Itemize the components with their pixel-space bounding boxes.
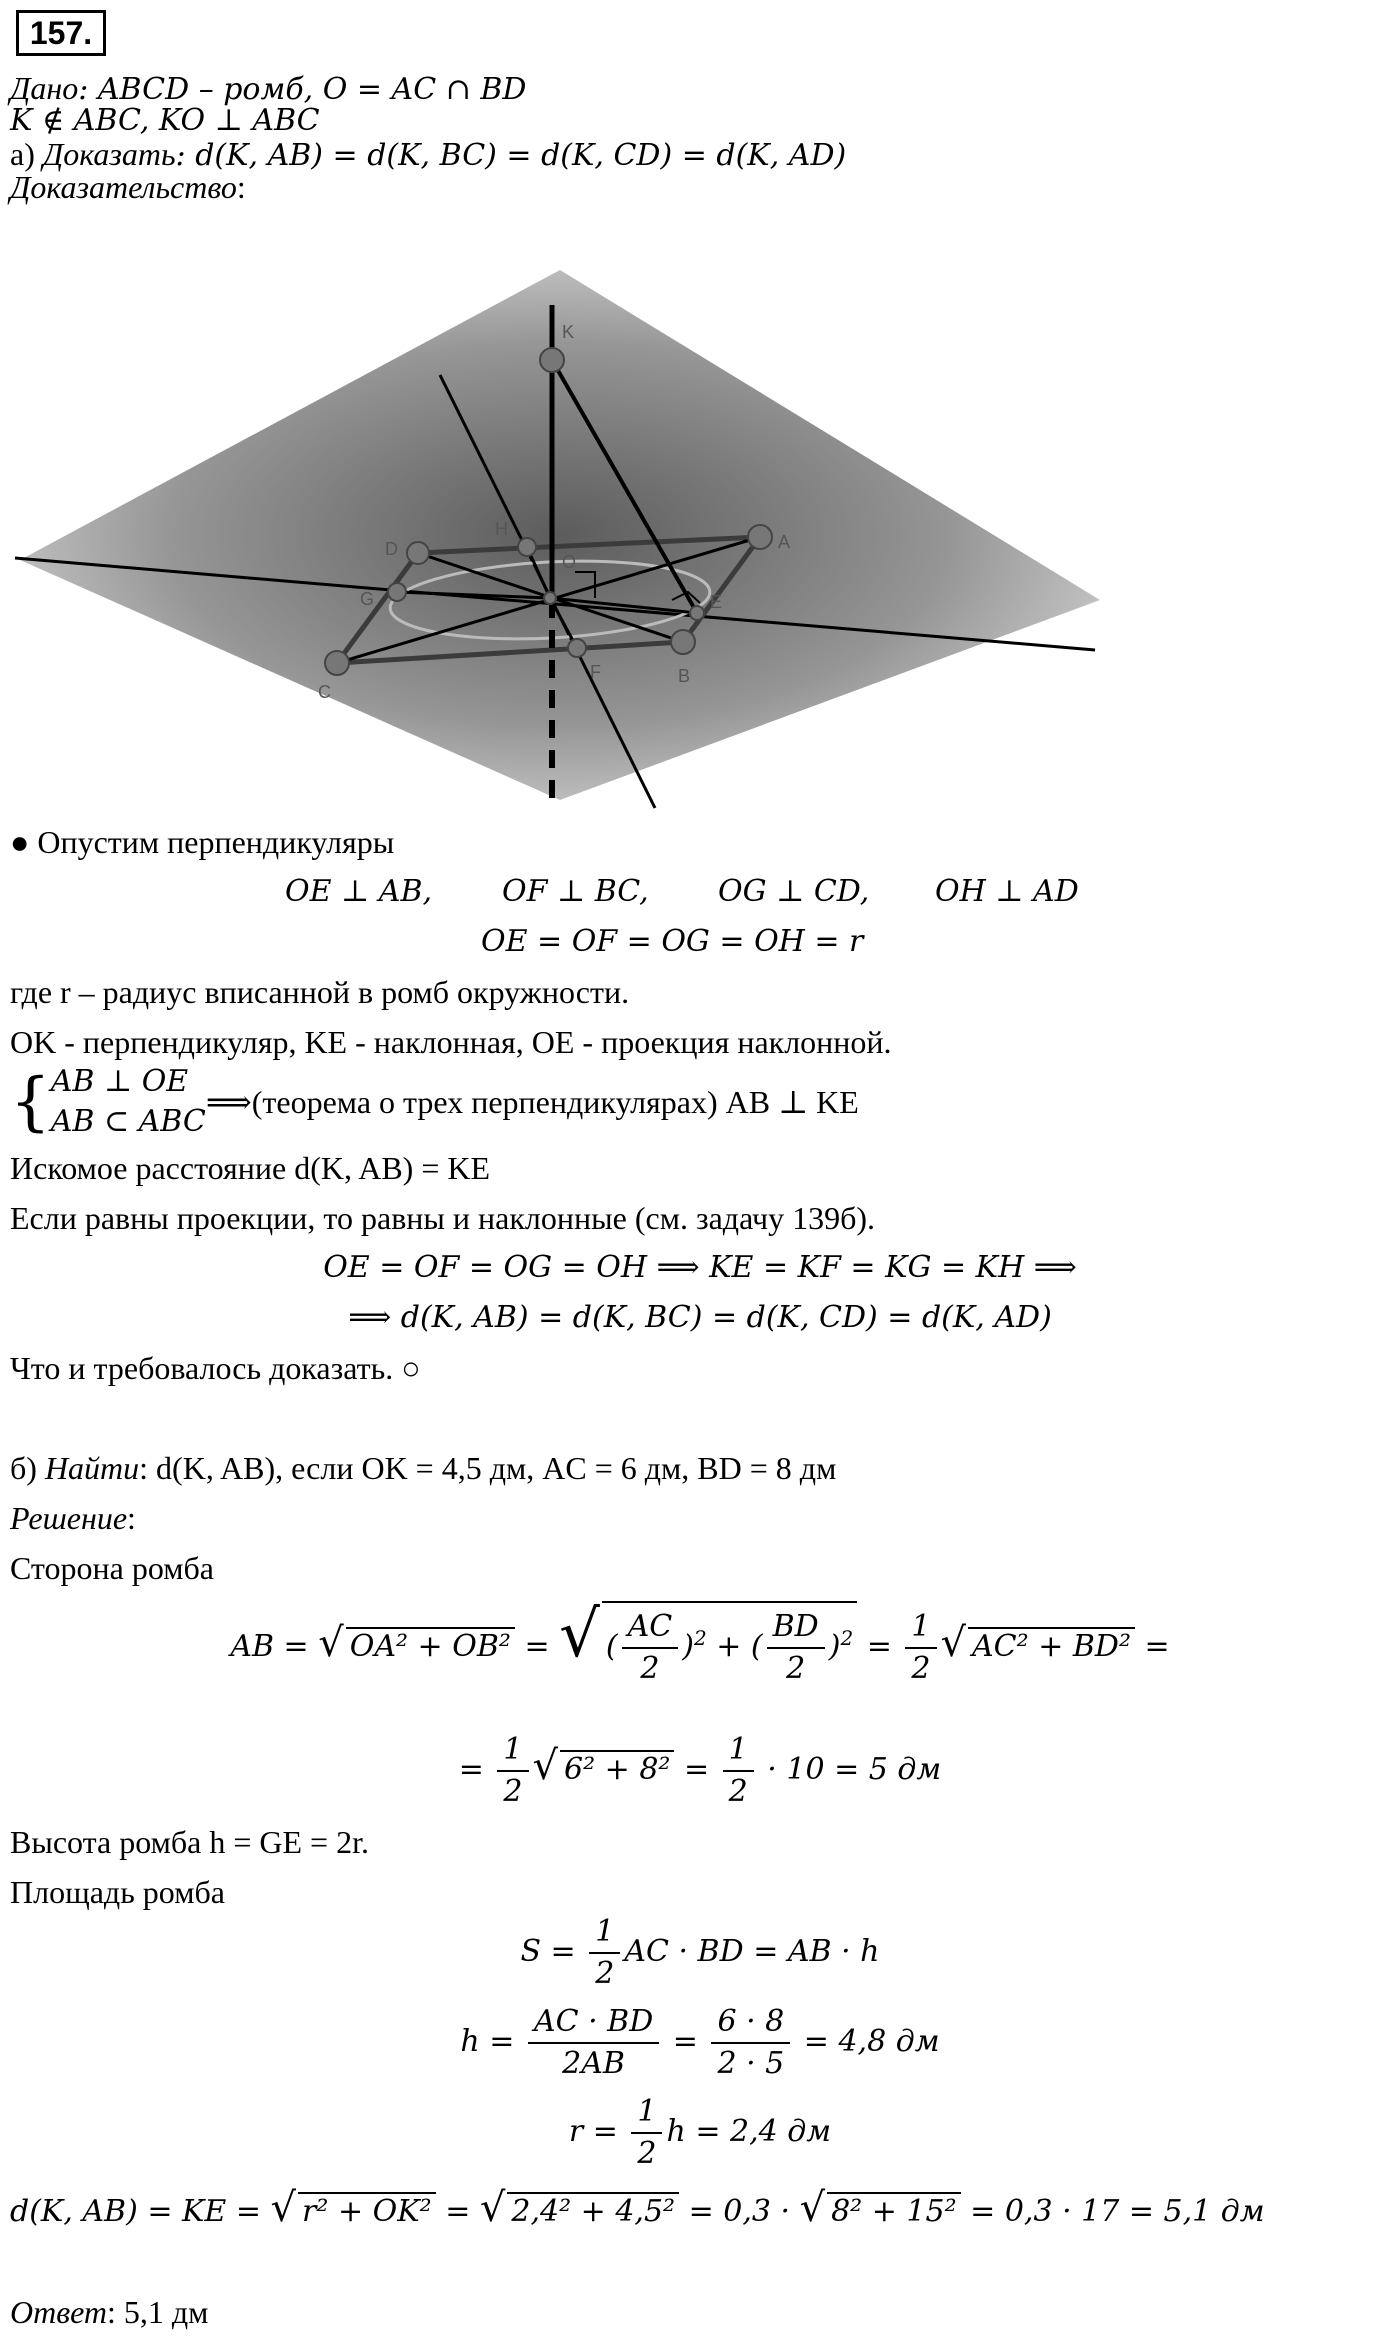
answer-line [10,2292,208,2332]
proof-colon: : [236,169,246,205]
h-result: = 4,8 дм [794,2024,940,2059]
label-g: G [360,589,375,609]
proof-label: Доказательство [10,169,237,205]
frac-h-1 [528,2002,659,2084]
perp-og-cd: OG ⊥ CD, [718,874,870,909]
sqrt-sign-4: √ [270,2185,297,2231]
given-label: Дано [10,70,79,106]
s-lhs: S = [520,1934,586,1969]
frac-half-3-den: 2 [728,1774,748,1809]
plane [20,270,1100,800]
sqrt-sign-6: √ [799,2185,826,2231]
frac-half-den: 2 [911,1651,931,1686]
label-f: F [590,662,601,682]
frac-ac-den: 2 [640,1651,660,1686]
formula-r [0,2092,1400,2174]
label-e: E [710,592,723,612]
frac-bd-2 [767,1607,825,1689]
d-mid: = 0,3 · [679,2194,800,2229]
label-o: O [562,552,577,572]
tail-eq: = [1135,1629,1170,1664]
label-d: D [385,539,398,559]
label-k: K [562,322,575,342]
eq-sign-5: = [663,2024,708,2059]
chain-line-1: OE = OF = OG = OH ⟹ KE = KF = KG = KH ⟹ [323,1250,1077,1285]
ok-line: OK - перпендикуляр, KE - наклонная, OE - проекция наклонной. [10,1024,892,1060]
formula-d [10,2185,1265,2231]
perp-oe-ab: OE ⊥ AB, [285,874,433,909]
frac-half-4-num: 1 [589,1912,620,1954]
sqrt-sign-3: √ [532,1743,558,1789]
qed-line: Что и требовалось доказать. ○ [10,1350,421,1386]
eq-sign-3: = [458,1752,494,1787]
frac-half-4-den: 2 [595,1956,615,1991]
frac-ac-num: AC [622,1607,679,1649]
frac-h-1-den: 2AB [562,2046,625,2081]
frac-half-2 [497,1730,528,1812]
eq-sign-4: = [674,1752,719,1787]
prove-expression: : d(K, AB) = d(K, BC) = d(K, CD) = d(K, AD) [175,138,847,173]
frac-half-3 [723,1730,754,1812]
part-b-prefix: б) [10,1450,45,1486]
system-result: ⟹(теорема о трех перпендикулярах) AB ⊥ KE [205,1084,859,1120]
side-label: Сторона ромба [10,1550,214,1586]
radius-note: где r – радиус вписанной в ромб окружности. [10,974,630,1010]
label-b: B [678,666,691,686]
frac-h-2-den: 2 · 5 [717,2046,785,2081]
h-lhs: h = [460,2024,524,2059]
sqrt-sign-2: √ [940,1620,967,1666]
frac-h-1-num: AC · BD [528,2002,659,2044]
height-line: Высота ромба h = GE = 2r. [10,1824,369,1860]
frac-bd-num: BD [767,1607,825,1649]
sqrt-sign-5: √ [479,2185,506,2231]
part-a-prefix: а) [10,136,43,172]
answer-value: : 5,1 дм [107,2294,209,2330]
d-sqrt-2: 2,4² + 4,5² [507,2192,679,2229]
system-stack [51,1062,206,1142]
find-line [10,1448,836,1488]
given-text: : ABCD – ромб, O = AC ∩ BD [78,72,527,107]
perp-oh-ad: OH ⊥ AD [935,874,1079,909]
ab-sqrt-3: 6² + 8² [560,1750,674,1787]
area-label: Площадь ромба [10,1874,225,1910]
formula-ab [0,1598,1400,1689]
frac-half-5-den: 2 [637,2136,657,2171]
frac-half-num: 1 [905,1607,936,1649]
ab-lhs: AB = [230,1629,319,1664]
r-lhs: r = [568,2114,628,2149]
system-line-1: AB ⊥ OE [50,1064,189,1099]
d-result: = 0,3 · 17 = 5,1 дм [960,2194,1265,2229]
frac-half [905,1607,936,1689]
frac-half-4 [589,1912,620,1994]
chain-line-2: ⟹ d(K, AB) = d(K, BC) = d(K, CD) = d(K, AD) [348,1300,1052,1335]
d-sqrt-3: 8² + 15² [827,2192,961,2229]
solution-heading [10,1498,136,1538]
frac-half-2-den: 2 [503,1774,523,1809]
distance-line: Искомое расстояние d(K, AB) = KE [10,1150,491,1186]
bullet-line: ● Опустим перпендикуляры [10,824,395,860]
projections-line: Если равны проекции, то равны и наклонные (см. задачу 139б). [10,1200,876,1236]
label-a: A [778,532,791,552]
find-label: Найти [44,1450,140,1486]
frac-ac-2 [622,1607,679,1689]
plus-sign: + [706,1629,751,1664]
formula-s [0,1912,1400,1994]
problem-number: 157. [16,10,106,56]
frac-half-3-num: 1 [723,1730,754,1772]
frac-half-5-num: 1 [631,2092,662,2134]
system-line-2: AB ⊂ ABC [50,1104,206,1139]
solution-colon: : [127,1500,136,1536]
frac-h-2 [711,2002,790,2084]
formula-ab-2 [0,1730,1400,1812]
prove-label: Доказать [42,136,176,172]
perp-of-bc: OF ⊥ BC, [502,874,649,909]
big-sqrt-body: ( $\frac{AC}{2}$ )$^2$ + ( $\frac{BD}{2}$ )$^2$ [602,1601,857,1689]
find-expression: : d(K, AB), если OK = 4,5 дм, AC = 6 дм, BD = 8 дм [139,1450,837,1486]
solution-label: Решение [10,1500,128,1536]
equal-radii: OE = OF = OG = OH = r [481,924,864,959]
answer-label: Ответ [10,2294,107,2330]
big-sqrt-sign: √ [559,1598,600,1672]
eq-sign-6: = [435,2194,480,2229]
ab-result: · 10 = 5 дм [757,1752,942,1787]
rhombus-pyramid-figure [0,195,1120,815]
eq-sign-2: = [857,1629,902,1664]
ab-sqrt-1: OA² + OB² [346,1627,515,1664]
system-brace: { [10,1065,51,1139]
frac-bd-den: 2 [786,1651,806,1686]
r-result: h = 2,4 дм [666,2114,832,2149]
frac-half-2-num: 1 [497,1730,528,1772]
frac-h-2-num: 6 · 8 [711,2002,790,2044]
frac-half-5 [631,2092,662,2174]
system-block [10,1062,859,1142]
d-lhs: d(K, AB) = KE = [10,2194,271,2229]
s-mid: AC · BD = AB · h [624,1934,880,1969]
ab-sqrt-2: AC² + BD² [968,1627,1135,1664]
eq-sign: = [514,1629,560,1664]
formula-h [0,2002,1400,2084]
d-sqrt-1: r² + OK² [298,2192,436,2229]
label-c: C [318,682,331,702]
sqrt-sign: √ [318,1620,344,1666]
label-h: H [495,519,508,539]
given-line-2: K ∉ ABC, KO ⊥ ABC [10,103,320,138]
